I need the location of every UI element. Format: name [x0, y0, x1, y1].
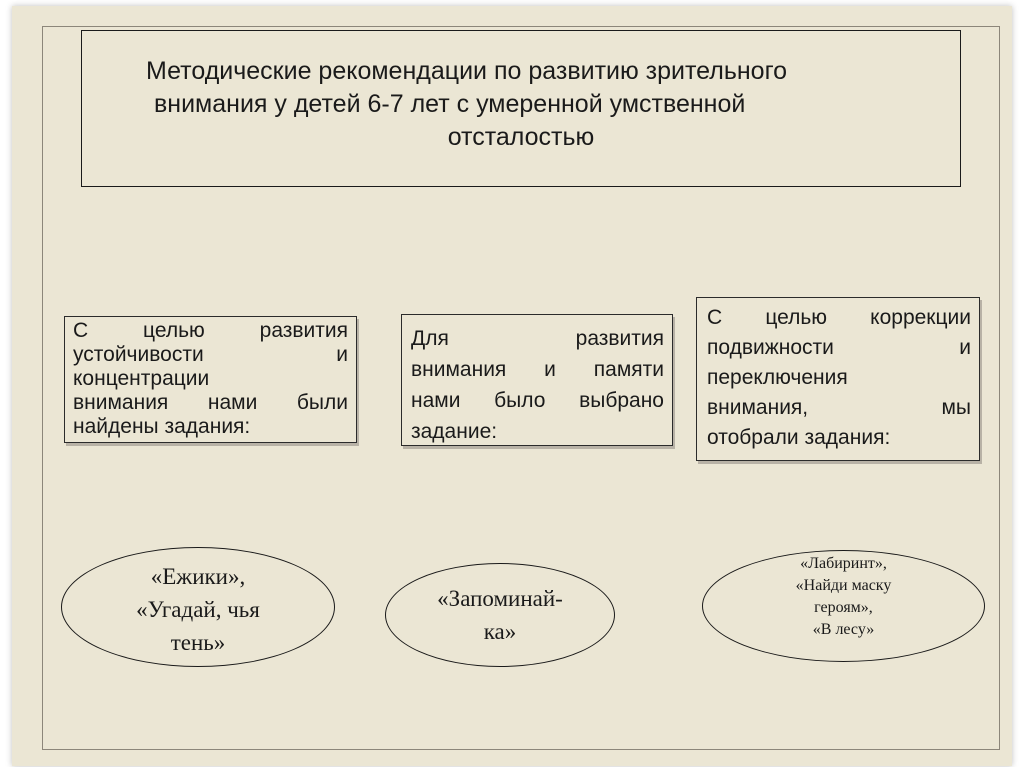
box-word: целью: [143, 319, 205, 342]
box-word: найдены: [73, 415, 159, 438]
title-box: [81, 30, 961, 187]
oval-line: героям»,: [814, 599, 873, 616]
oval-line: ка»: [483, 619, 517, 644]
box-word: мы: [941, 396, 971, 419]
goal-box-switching: [696, 297, 980, 461]
box-line: [73, 367, 348, 391]
oval-line: «Лабиринт»,: [800, 555, 887, 572]
box-word: и: [959, 336, 971, 359]
task-oval-1: [61, 547, 335, 667]
box-line: [73, 343, 348, 367]
box-word: были: [296, 391, 348, 414]
box-line: [73, 391, 348, 415]
box-word: концентрации: [73, 367, 210, 390]
oval-text: [62, 560, 334, 659]
box-word: С: [707, 306, 723, 329]
box-word: коррекции: [870, 306, 971, 329]
oval-text: [386, 582, 614, 648]
oval-line: «Ежики»,: [150, 564, 246, 589]
box-line: [73, 319, 348, 343]
box-word: внимания: [411, 358, 507, 381]
box-word: переключения: [707, 366, 848, 389]
box-word: задания:: [164, 415, 251, 438]
box-line: [707, 303, 971, 333]
oval-line: «Найди маску: [795, 577, 892, 594]
box-line: [411, 323, 664, 354]
box-line: [411, 354, 664, 385]
box-word: внимания,: [707, 396, 809, 419]
task-oval-2: [385, 563, 615, 667]
task-oval-3: [702, 550, 985, 662]
box-word: устойчивости: [73, 343, 204, 366]
box-word: и: [336, 343, 348, 366]
title-line-2: внимания у детей 6-7 лет с умеренной умственной: [154, 90, 746, 118]
goal-box-memory: [401, 314, 673, 446]
box-line: [707, 393, 971, 423]
box-line: [707, 423, 971, 453]
box-word: целью: [765, 306, 828, 329]
box-word: нами: [411, 389, 461, 412]
box-word: подвижности: [707, 336, 834, 359]
box-word: задания:: [804, 426, 891, 449]
oval-line: «В лесу»: [812, 621, 875, 638]
box-word: памяти: [593, 358, 664, 381]
box-line: [411, 385, 664, 416]
box-word: С: [73, 319, 89, 342]
box-word: задание:: [411, 420, 498, 443]
oval-line: «Запоминай-: [437, 586, 563, 611]
box-word: отобрали: [707, 426, 799, 449]
box-word: развития: [575, 327, 664, 350]
goal-box-concentration: [64, 316, 357, 443]
title-line-3: отсталостью: [447, 123, 595, 151]
box-line: [707, 333, 971, 363]
box-line: [411, 416, 664, 447]
box-word: внимания: [73, 391, 169, 414]
oval-line: тень»: [170, 630, 226, 655]
box-word: было: [494, 389, 546, 412]
oval-text: [703, 553, 984, 641]
box-word: и: [544, 358, 556, 381]
box-word: развития: [259, 319, 348, 342]
box-line: [73, 415, 348, 439]
box-line: [707, 363, 971, 393]
oval-line: «Угадай, чья: [136, 597, 260, 622]
title-line-1: Методические рекомендации по развитию зрительного: [146, 57, 788, 85]
box-word: Для: [411, 327, 449, 350]
box-word: нами: [207, 391, 258, 414]
box-word: выбрано: [579, 389, 664, 412]
